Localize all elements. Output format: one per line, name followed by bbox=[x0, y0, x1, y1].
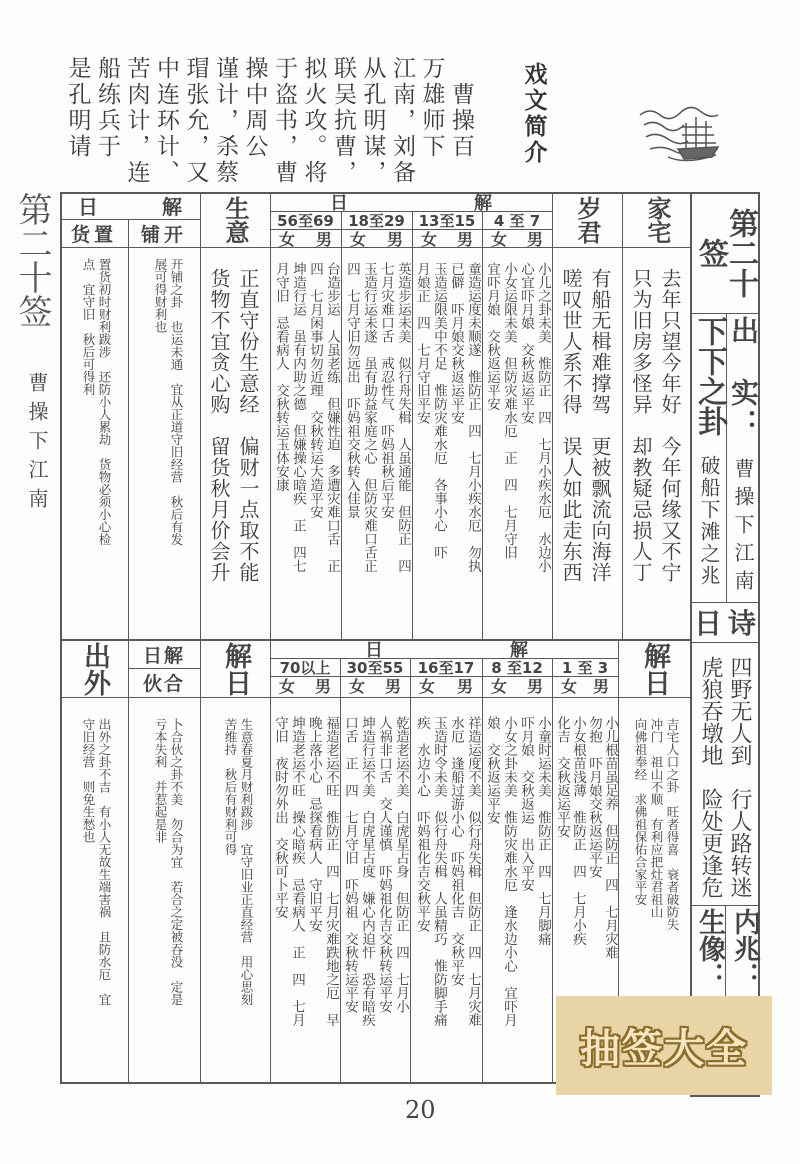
text-column: 是孔明请 bbox=[64, 56, 91, 160]
page-number: 20 bbox=[405, 1096, 436, 1124]
text-column: 坤造老运不旺 操心暗疾 忌看病人 正 四 七月 bbox=[289, 716, 305, 1027]
male-label: 男 bbox=[592, 676, 609, 696]
text-column: 守旧 夜时勿外出 交秋可卜平安 bbox=[272, 716, 288, 919]
text-column: 小童时运未美 惟防正 四 七月脚痛 bbox=[535, 716, 551, 946]
watermark-banner bbox=[556, 996, 772, 1095]
female-label: 女 bbox=[279, 229, 296, 249]
upper-jie-header bbox=[60, 192, 200, 219]
age-range: 16至17 bbox=[417, 658, 475, 677]
text-column: 小儿之卦未美 惟防正 四 七月小疾水厄 水边小 bbox=[535, 262, 551, 573]
text-column: 拟火攻。将 bbox=[300, 56, 327, 186]
text-column: 从孔明谋， bbox=[359, 56, 386, 186]
text-column: 四 七月守旧勿远出 吓妈祖交秋转入佳景 bbox=[344, 262, 360, 519]
text-column: 玉造行运未遂 虽有助益家庭之心 但防灾难口舌正 bbox=[361, 262, 377, 573]
intro-title: 戏文简介 bbox=[520, 62, 547, 166]
gender-header bbox=[410, 676, 482, 694]
text-column: 万雄师下 bbox=[418, 56, 445, 160]
female-label: 女 bbox=[279, 676, 296, 696]
male-label: 男 bbox=[384, 676, 401, 696]
text-column: 曹操百 bbox=[448, 56, 474, 160]
gender-header bbox=[340, 676, 410, 694]
text-column: 虎狼吞墩地 险处更逢危 bbox=[698, 656, 723, 898]
male-label: 男 bbox=[456, 676, 473, 696]
female-label: 女 bbox=[350, 229, 367, 249]
text-column: 晚上落小心 忌探看病人 守旧平安 bbox=[306, 716, 322, 932]
text-column: 展可得财利也 bbox=[153, 258, 168, 333]
text-column: 化吉 交秋返运平安 bbox=[554, 716, 570, 838]
gender-header bbox=[482, 676, 552, 694]
age-range: 13至15 bbox=[418, 211, 476, 230]
text-column: 亏本失利 并惹起是非 bbox=[153, 718, 168, 843]
gender-header bbox=[341, 229, 412, 247]
age-fortune-text bbox=[341, 262, 412, 638]
age-range: 8 至12 bbox=[491, 658, 543, 677]
watermark-text: 抽签大全 bbox=[580, 1026, 748, 1072]
text-column: 小儿根苗虽足养 但防正 四 七月灾难 bbox=[602, 716, 618, 959]
chuwai-text bbox=[60, 718, 128, 1080]
shengxiang-label: 生像： bbox=[694, 908, 725, 989]
gender-header bbox=[482, 229, 552, 247]
jie-left: 日 bbox=[365, 640, 383, 661]
text-column: 台造步运 人虽老练 但嫌性迫 多遭灾难口舌 正 bbox=[324, 262, 340, 573]
age-fortune-text bbox=[270, 262, 341, 638]
text-column: 勿抱 吓月娘交秋返运平安 bbox=[586, 716, 602, 878]
female-label: 女 bbox=[419, 676, 436, 696]
male-label: 男 bbox=[526, 229, 543, 249]
neizhao-label: 内兆： bbox=[729, 908, 760, 989]
text-column: 四 七月闲事切勿近理 交秋转运大造平安 bbox=[307, 262, 323, 519]
text-column: 乾造老运不美 白虎星占身 但防正 四 七月小 bbox=[393, 716, 409, 1013]
text-column: 玉造运限美中不足 惟防灾难水厄 各事小心 吓 bbox=[431, 262, 447, 559]
male-label: 男 bbox=[315, 229, 332, 249]
text-column: 月守旧 忌看病人 交秋转运玉体安康 bbox=[273, 262, 289, 492]
pukai-header: 铺开 bbox=[140, 223, 187, 246]
text-column: 吓月娘 交秋返运 出入平安 bbox=[518, 716, 534, 892]
signature-number: 第二十签 bbox=[693, 208, 758, 298]
jie-right: 解 bbox=[162, 195, 182, 219]
huohe-header: 伙合 bbox=[142, 673, 185, 695]
grade: 下下之卦 bbox=[692, 316, 727, 436]
intro-text bbox=[62, 56, 475, 188]
text-column: 开铺之卦 也运未通 宜从正道守旧经营 秋后有发 bbox=[169, 258, 184, 546]
poem-label-left: 日 bbox=[694, 607, 723, 640]
upper-age-jie-header bbox=[270, 192, 552, 214]
text-column: 苦肉计，连 bbox=[123, 56, 150, 186]
huohe-top-header: 日解 bbox=[142, 644, 185, 667]
jie-right: 解 bbox=[510, 640, 528, 661]
text-column: 去年只望今年好 今年何缘又不宁 bbox=[658, 268, 682, 583]
female-label: 女 bbox=[491, 229, 508, 249]
source-label: 出 实： bbox=[727, 316, 760, 440]
age-range: 18至29 bbox=[348, 211, 405, 230]
text-column: 货物不宜贪心购 留货秋月价会升 bbox=[207, 268, 231, 583]
text-column: 生意春夏月财利跋涉 宜守旧业正直经营 用心思刻 bbox=[239, 718, 254, 1006]
male-label: 男 bbox=[526, 676, 543, 696]
side-signature-number: 第二十签 bbox=[12, 192, 52, 328]
gender-header bbox=[270, 229, 341, 247]
text-column: 置货初时财利跋涉 还防小人累劫 货物必须小心检 bbox=[97, 258, 112, 546]
age-range: 1 至 3 bbox=[561, 658, 609, 677]
text-column: 坤造行运 虽有内助之德 但嫌操心暗疾 正 四七 bbox=[290, 262, 306, 573]
lower-age-jie-header bbox=[270, 640, 618, 661]
jiazhai-header: 家宅 bbox=[643, 195, 671, 244]
jie-left: 日 bbox=[78, 195, 98, 219]
jieri-business-text bbox=[200, 718, 270, 1080]
jie-left: 日 bbox=[330, 192, 348, 214]
text-column: 宜吓月娘 交秋返运平安 bbox=[484, 262, 500, 411]
text-column: 水厄 逢船过游小心 吓妈祖化吉 交秋平安 bbox=[448, 716, 464, 986]
text-column: 谨计，杀蔡 bbox=[212, 56, 238, 186]
gender-header bbox=[552, 676, 618, 694]
side-signature-title: 曹操下江南 bbox=[25, 372, 49, 517]
text-column: 娘 交秋返运平安 bbox=[484, 716, 500, 824]
pukai-text bbox=[128, 258, 200, 638]
age-fortune-text bbox=[412, 262, 482, 638]
female-label: 女 bbox=[349, 676, 366, 696]
age-fortune-text bbox=[482, 716, 552, 1081]
female-label: 女 bbox=[561, 676, 578, 696]
text-column: 疾 水边小心 吓妈祖化吉交秋平安 bbox=[414, 716, 430, 932]
text-column: 卜合伙之卦不美 勿合为宜 若合之定被吞没 定是 bbox=[169, 718, 184, 1006]
omen: 破船下滩之兆 bbox=[697, 455, 721, 587]
source-title: 曹操下江南 bbox=[731, 458, 755, 598]
text-column: 船练兵于 bbox=[94, 56, 120, 160]
text-column: 江南，刘备 bbox=[389, 56, 415, 186]
jiazhai-text bbox=[622, 268, 692, 638]
text-column: 英造步运未美 似行舟失楫 人虽通能 但防正 四 bbox=[395, 262, 411, 573]
text-column: 小女之卦未美 惟防灾难水厄 逢水边小心 宜吓月 bbox=[501, 716, 517, 1027]
text-column: 出外之卦不吉 有小人无故生端害祸 且防水厄 宜 bbox=[97, 718, 112, 1006]
ship-illustration bbox=[638, 105, 723, 167]
text-column: 守旧经营 则免生愁也 bbox=[81, 718, 96, 843]
jie-right: 解 bbox=[474, 192, 492, 214]
age-fortune-text bbox=[410, 716, 482, 1081]
text-column: 吉宅人口之卦 旺者得喜 衰者破防失 bbox=[665, 718, 680, 931]
age-range: 4 至 7 bbox=[493, 211, 541, 230]
text-column: 月娘正 四 七月守旧平安 bbox=[414, 262, 430, 424]
text-column: 操中周公 bbox=[241, 56, 268, 160]
huozhi-header: 货置 bbox=[70, 223, 117, 246]
male-label: 男 bbox=[456, 229, 473, 249]
text-column: 小女运限未美 但防灾难水厄 正 四 七月守旧 bbox=[501, 262, 517, 559]
age-range: 70以上 bbox=[279, 658, 331, 677]
male-label: 男 bbox=[314, 676, 331, 696]
age-fortune-text bbox=[270, 716, 340, 1081]
text-column: 有船无楫难撑驾 更被飘流向海洋 bbox=[588, 268, 612, 583]
text-column: 七月灾难口舌 戒忍性气 吓妈祖秋后平安 bbox=[378, 262, 394, 519]
text-column: 玉造时令未美 似行舟失楫 人虽精巧 惟防脚手痛 bbox=[431, 716, 447, 1027]
female-label: 女 bbox=[491, 676, 508, 696]
huozhi-text bbox=[60, 258, 128, 638]
chuwai-header: 出外 bbox=[79, 641, 110, 696]
text-column: 四野无人到 行人路转迷 bbox=[727, 656, 752, 898]
jieri-home-header: 解日 bbox=[639, 641, 670, 696]
gender-header bbox=[270, 676, 340, 694]
text-column: 瑁张允，又 bbox=[182, 56, 209, 186]
shengyi-text bbox=[200, 268, 270, 638]
text-column: 祥造运度不美 似行舟失楫 但防正 四 七月灾难 bbox=[465, 716, 481, 1027]
poem-label-right: 诗 bbox=[727, 607, 756, 640]
male-label: 男 bbox=[386, 229, 403, 249]
text-column: 心宜吓月娘 交秋返运平安 bbox=[518, 262, 534, 424]
text-column: 点 宜守旧 秋后可得利 bbox=[81, 258, 96, 396]
age-range: 56至69 bbox=[277, 211, 334, 230]
text-column: 福造老运不旺 惟防正 四 七月灾难跌地之厄 早 bbox=[323, 716, 339, 1027]
jieri-business-header: 解日 bbox=[220, 641, 251, 696]
suijun-header: 岁君 bbox=[573, 195, 601, 244]
text-column: 坤造行运不美 白虎星占度 嫌心内迫忓 恐有暗疾 bbox=[359, 716, 375, 1027]
text-column: 苦维持 秋后有财利可得 bbox=[223, 718, 238, 856]
female-label: 女 bbox=[421, 229, 438, 249]
text-column: 中连环计、 bbox=[153, 56, 179, 186]
text-column: 童造运度未顺遂 惟防正 四 七月小疾水厄 勿执 bbox=[465, 262, 481, 573]
gender-header bbox=[412, 229, 482, 247]
age-fortune-text bbox=[340, 716, 410, 1081]
text-column: 冲门 祖山不顺 有利应把灶君祖山 bbox=[649, 718, 664, 918]
age-range: 30至55 bbox=[346, 658, 404, 677]
text-column: 于盗书，曹 bbox=[271, 56, 297, 186]
age-fortune-text bbox=[482, 262, 552, 638]
shengyi-header: 生意 bbox=[221, 195, 249, 244]
text-column: 联吴抗曹， bbox=[330, 56, 356, 186]
poem-header bbox=[690, 602, 760, 642]
suijun-text bbox=[552, 268, 622, 638]
text-column: 向佛祖奉经 求佛祖保佑合家平安 bbox=[633, 718, 648, 906]
text-column: 小女根苗浅薄 惟防正 四 七月小疾 bbox=[570, 716, 586, 946]
text-column: 嗟叹世人系不得 误人如此走东西 bbox=[559, 268, 583, 583]
text-column: 人祸非口舌 交人谨慎 吓妈祖化吉交秋转运平安 bbox=[376, 716, 392, 1013]
text-column: 正直守份生意经 偏财一点取不能 bbox=[236, 268, 260, 583]
text-column: 口舌 正 四 七月守旧 吓妈祖 交秋转运平安 bbox=[342, 716, 358, 1013]
jieri-home-text bbox=[618, 718, 690, 988]
text-column: 已僻 吓月娘交秋返运平安 bbox=[448, 262, 464, 424]
text-column: 只为旧房多怪异 却教疑忌损人丁 bbox=[629, 268, 653, 583]
poem-text bbox=[690, 656, 760, 904]
huohe-text bbox=[128, 718, 200, 1080]
